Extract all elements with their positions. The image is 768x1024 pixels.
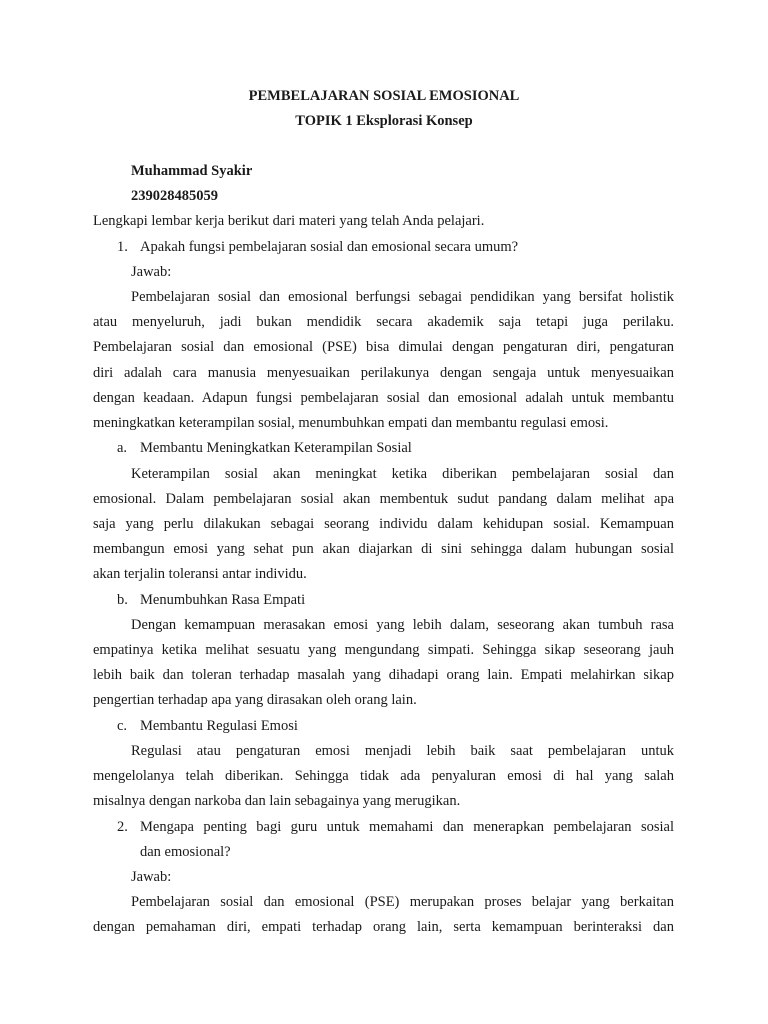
answer-1-line: atau menyeluruh, jadi bukan mendidik secara akademik saja tetapi juga perilaku. [93, 314, 674, 330]
subpoint-c-line: misalnya dengan narkoba dan lain sebagainya yang merugikan. [93, 793, 461, 809]
subpoint-a-line: emosional. Dalam pembelajaran sosial akan membentuk sudut pandang dalam melihat apa [93, 491, 674, 507]
answer-1-line: Pembelajaran sosial dan emosional berfungsi sebagai pendidikan yang bersifat holistik [131, 289, 674, 305]
subpoint-a-heading: Membantu Meningkatkan Keterampilan Sosial [140, 440, 412, 456]
subpoint-b-line: lebih baik dan toleran terhadap masalah yang dihadapi orang lain. Empati melahirkan sikap [93, 667, 674, 683]
question-2-number: 2. [117, 819, 128, 835]
instruction-text: Lengkapi lembar kerja berikut dari materi yang telah Anda pelajari. [93, 213, 485, 229]
subpoint-c-line: Regulasi atau pengaturan emosi menjadi lebih baik saat pembelajaran untuk [131, 743, 674, 759]
question-1-number: 1. [117, 239, 128, 255]
subpoint-a-letter: a. [117, 440, 128, 456]
subpoint-a-line: membangun emosi yang sehat pun akan diajarkan di sini sehingga dalam hubungan sosial [93, 541, 674, 557]
answer-1-line: Pembelajaran sosial dan emosional (PSE) bisa dimulai dengan pengaturan diri, pengaturan [93, 339, 674, 355]
subpoint-b-letter: b. [117, 592, 128, 608]
answer-2-line: Pembelajaran sosial dan emosional (PSE) merupakan proses belajar yang berkaitan [131, 894, 674, 910]
answer-1-line: meningkatkan keterampilan sosial, menumbuhkan empati dan membantu regulasi emosi. [93, 415, 609, 431]
answer-2-label: Jawab: [131, 869, 172, 885]
subpoint-b-heading: Menumbuhkan Rasa Empati [140, 592, 306, 608]
answer-1-label: Jawab: [131, 264, 172, 280]
author-name: Muhammad Syakir [131, 163, 253, 179]
subpoint-b-line: empatinya ketika melihat sesuatu yang mengundang simpati. Sehingga sikap seseorang jauh [93, 642, 674, 658]
document-title: PEMBELAJARAN SOSIAL EMOSIONAL [248, 88, 520, 104]
subpoint-a-line: saja yang perlu dilakukan sebagai seorang individu dalam kehidupan sosial. Kemampuan [93, 516, 674, 532]
subpoint-c-line: mengelolanya telah diberikan. Sehingga tidak ada penyaluran emosi di hal yang salah [93, 768, 674, 784]
answer-2-line: dengan pemahaman diri, empati terhadap orang lain, serta kemampuan berinteraksi dan [93, 919, 674, 935]
question-2-text: dan emosional? [140, 844, 231, 860]
question-1-text: Apakah fungsi pembelajaran sosial dan emosional secara umum? [140, 239, 519, 255]
question-2-text: Mengapa penting bagi guru untuk memahami dan menerapkan pembelajaran sosial [140, 819, 674, 835]
subpoint-b-line: Dengan kemampuan merasakan emosi yang lebih dalam, seseorang akan tumbuh rasa [131, 617, 674, 633]
subpoint-c-heading: Membantu Regulasi Emosi [140, 718, 298, 734]
subpoint-a-line: akan terjalin toleransi antar individu. [93, 566, 307, 582]
answer-1-line: dengan keadaan. Adapun fungsi pembelajaran sosial dan emosional adalah untuk membantu [93, 390, 674, 406]
answer-1-line: diri adalah cara manusia menyesuaikan perilakunya dengan sengaja untuk menyesuaikan [93, 365, 674, 381]
subpoint-b-line: pengertian terhadap apa yang dirasakan oleh orang lain. [93, 692, 417, 708]
document-subtitle: TOPIK 1 Eksplorasi Konsep [295, 113, 473, 129]
author-id: 239028485059 [131, 188, 218, 204]
subpoint-a-line: Keterampilan sosial akan meningkat ketika diberikan pembelajaran sosial dan [131, 466, 674, 482]
subpoint-c-letter: c. [117, 718, 128, 734]
